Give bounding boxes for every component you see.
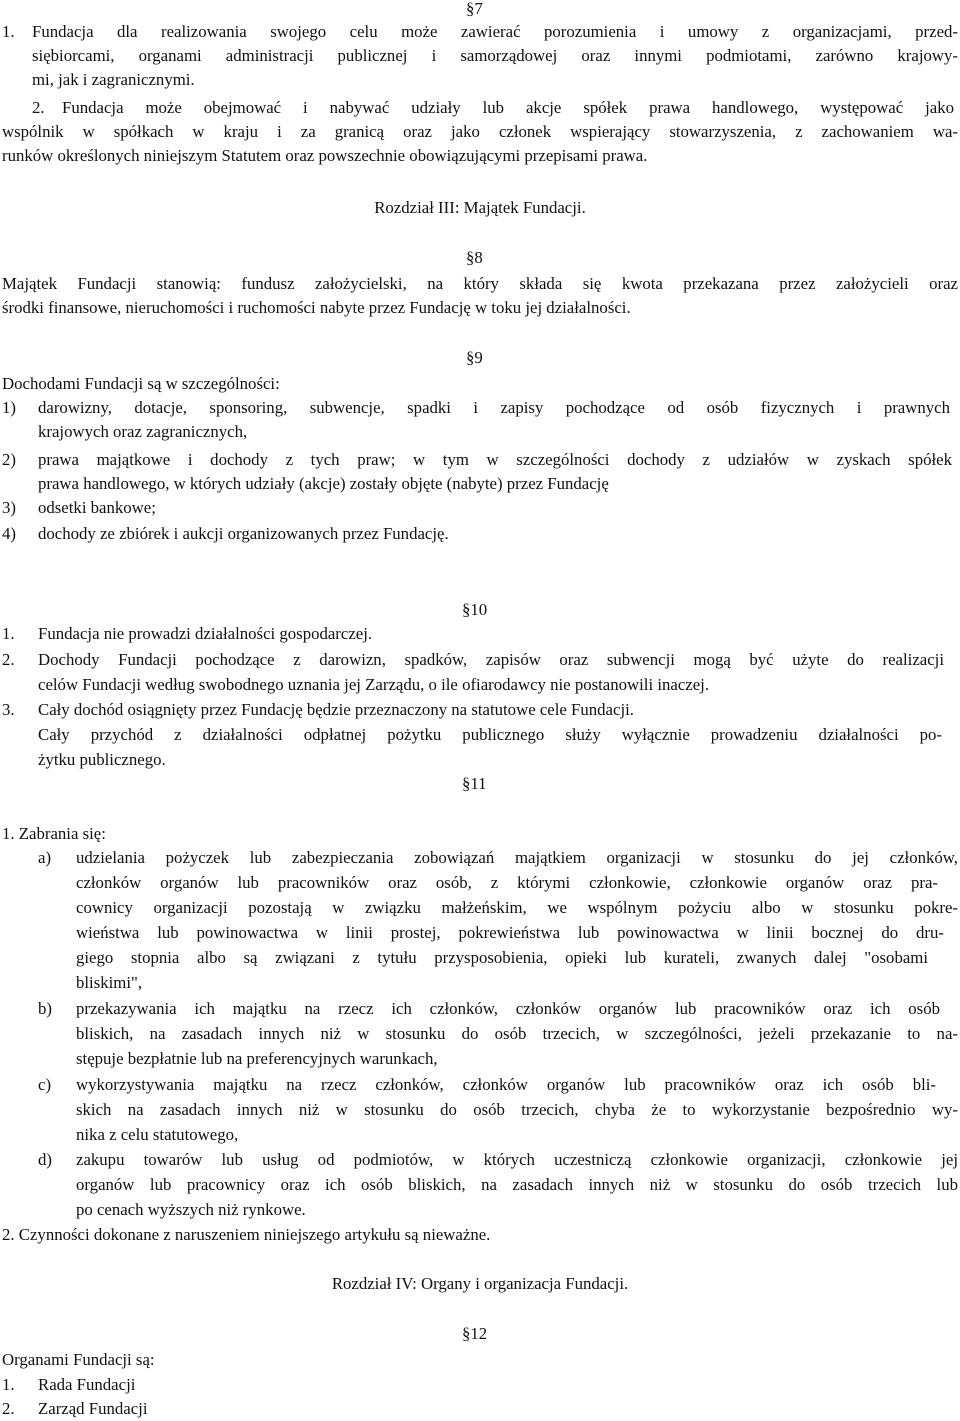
s8-line-1: Majątek Fundacji stanowią: fundusz założycielski, na który składa się kwota przekazana przez założycieli oraz: [2, 274, 958, 293]
s12-intro: Organami Fundacji są:: [2, 1350, 155, 1369]
s9-intro: Dochodami Fundacji są w szczególności:: [2, 374, 280, 393]
s7-item-1-line-2: siębiorcami, organami administracji publicznej i samorządowej oraz innymi podmiotami, zarówno krajowy-: [32, 46, 958, 65]
s11-item-b-line-3: stępuje bezpłatnie lub na preferencyjnych warunkach,: [76, 1049, 438, 1068]
s9-item-4-number: 4): [2, 524, 16, 543]
section-7-heading: §7: [466, 0, 483, 18]
s11-point-2: 2. Czynności dokonane z naruszeniem niniejszego artykułu są nieważne.: [2, 1225, 491, 1244]
chapter-3-title: Rozdział III: Majątek Fundacji.: [374, 198, 586, 217]
s9-item-1-line-2: krajowych oraz zagranicznych,: [38, 422, 248, 441]
s11-item-c-line-3: nika z celu statutowego,: [76, 1125, 239, 1144]
s10-item-1-number: 1.: [2, 624, 15, 643]
s9-item-1-line-1: darowizny, dotacje, sponsoring, subwencje, spadki i zapisy pochodzące od osób fizycznych i prawnych: [38, 398, 950, 417]
s11-item-b-line-2: bliskich, na zasadach innych niż w stosunku do osób trzecich, w szczególności, jeżeli przekazanie to na-: [76, 1024, 958, 1043]
s11-item-c-line-2: skich na zasadach innych niż w stosunku do osób trzecich, chyba że to wykorzystanie bezpośrednio wy-: [76, 1100, 958, 1119]
s11-item-a-line-2: członków organów lub pracowników oraz osób, z którymi członkowie, członkowie organów oraz pra-: [76, 873, 938, 892]
s8-line-2: środki finansowe, nieruchomości i ruchomości nabyte przez Fundację w toku jej działalności.: [2, 298, 631, 317]
s7-item-1-line-1: Fundacja dla realizowania swojego celu może zawierać porozumienia i umowy z organizacjami, przed-: [32, 22, 958, 41]
s9-item-3-number: 3): [2, 498, 16, 517]
s7-item-2-line-3: runków określonych niniejszym Statutem oraz powszechnie obowiązującymi przepisami prawa.: [2, 146, 648, 165]
s9-item-4-line-1: dochody ze zbiórek i aukcji organizowanych przez Fundację.: [38, 524, 449, 543]
section-9-heading: §9: [466, 348, 483, 367]
s9-item-1-number: 1): [2, 398, 16, 417]
s11-item-a-line-6: bliskimi",: [76, 973, 143, 992]
s9-item-2-line-1: prawa majątkowe i dochody z tych praw; w tym w szczególności dochody z udziałów w zyskach spółek: [38, 450, 952, 469]
s11-item-d-line-2: organów lub pracownicy oraz ich osób bliskich, na zasadach innych niż w stosunku do osób trzecich lub: [76, 1175, 958, 1194]
s10-item-3-line-3: żytku publicznego.: [38, 750, 166, 769]
s11-point-1: 1. Zabrania się:: [2, 824, 106, 843]
s11-item-d-line-1: zakupu towarów lub usług od podmiotów, w których uczestniczą członkowie organizacji, członkowie jej: [76, 1150, 958, 1169]
section-10-heading: §10: [462, 600, 488, 619]
s7-item-1-number: 1.: [2, 22, 15, 41]
s11-item-b-line-1: przekazywania ich majątku na rzecz ich członków, członków organów lub pracowników oraz ich osób: [76, 999, 940, 1018]
s10-item-2-number: 2.: [2, 650, 15, 669]
s12-item-1-text: Rada Fundacji: [38, 1375, 136, 1394]
s7-item-2-line-1: Fundacja może obejmować i nabywać udziały lub akcje spółek prawa handlowego, występować jako: [62, 98, 954, 117]
s10-item-3-line-1: Cały dochód osiągnięty przez Fundację będzie przeznaczony na statutowe cele Fundacji.: [38, 700, 634, 719]
s11-item-d-line-3: po cenach wyższych niż rynkowe.: [76, 1200, 306, 1219]
chapter-4-title: Rozdział IV: Organy i organizacja Fundacji.: [331, 1274, 629, 1293]
s11-item-c-line-1: wykorzystywania majątku na rzecz członków, członków organów lub pracowników oraz ich osób bli-: [76, 1075, 936, 1094]
s11-item-a-line-1: udzielania pożyczek lub zabezpieczania zobowiązań majątkiem organizacji w stosunku do jej członków,: [76, 848, 958, 867]
s11-item-a-line-3: cownicy organizacji pozostają w związku małżeńskim, we wspólnym pożyciu albo w stosunku pokre-: [76, 898, 958, 917]
s12-item-2-text: Zarząd Fundacji: [38, 1399, 148, 1418]
section-11-heading: §11: [462, 774, 487, 793]
s12-item-1-number: 1.: [2, 1375, 15, 1394]
s10-item-2-line-1: Dochody Fundacji pochodzące z darowizn, spadków, zapisów oraz subwencji mogą być użyte do realizacji: [38, 650, 944, 669]
section-12-heading: §12: [462, 1324, 488, 1343]
s10-item-1-line-1: Fundacja nie prowadzi działalności gospodarczej.: [38, 624, 373, 643]
s11-item-a-letter: a): [38, 848, 52, 867]
s7-item-2-number: 2.: [32, 98, 45, 117]
s9-item-2-line-2: prawa handlowego, w których udziały (akcje) zostały objęte (nabyte) przez Fundację: [38, 474, 609, 493]
s11-item-a-line-4: wieństwa lub powinowactwa w linii prostej, pokrewieństwa lub powinowactwa w linii bocznej do dru-: [76, 923, 944, 942]
s10-item-3-number: 3.: [2, 700, 15, 719]
section-8-heading: §8: [466, 248, 483, 267]
s12-item-2-number: 2.: [2, 1399, 15, 1418]
s11-item-d-letter: d): [38, 1150, 52, 1169]
s7-item-2-line-2: wspólnik w spółkach w kraju i za granicą oraz jako członek wspierający stowarzyszenia, z zachowaniem wa-: [2, 122, 958, 141]
s9-item-3-line-1: odsetki bankowe;: [38, 498, 156, 517]
s11-item-b-letter: b): [38, 999, 52, 1018]
s10-item-3-line-2: Cały przychód z działalności odpłatnej pożytku publicznego służy wyłącznie prowadzeniu działalności po-: [38, 725, 942, 744]
s9-item-2-number: 2): [2, 450, 16, 469]
s11-item-c-letter: c): [38, 1075, 52, 1094]
s11-item-a-line-5: giego stopnia albo są związani z tytułu przysposobienia, opieki lub kurateli, zwanych dalej "osobami: [76, 948, 928, 967]
s10-item-2-line-2: celów Fundacji według swobodnego uznania jej Zarządu, o ile ofiarodawcy nie postanowili inaczej.: [38, 675, 710, 694]
s7-item-1-line-3: mi, jak i zagranicznymi.: [32, 70, 195, 89]
